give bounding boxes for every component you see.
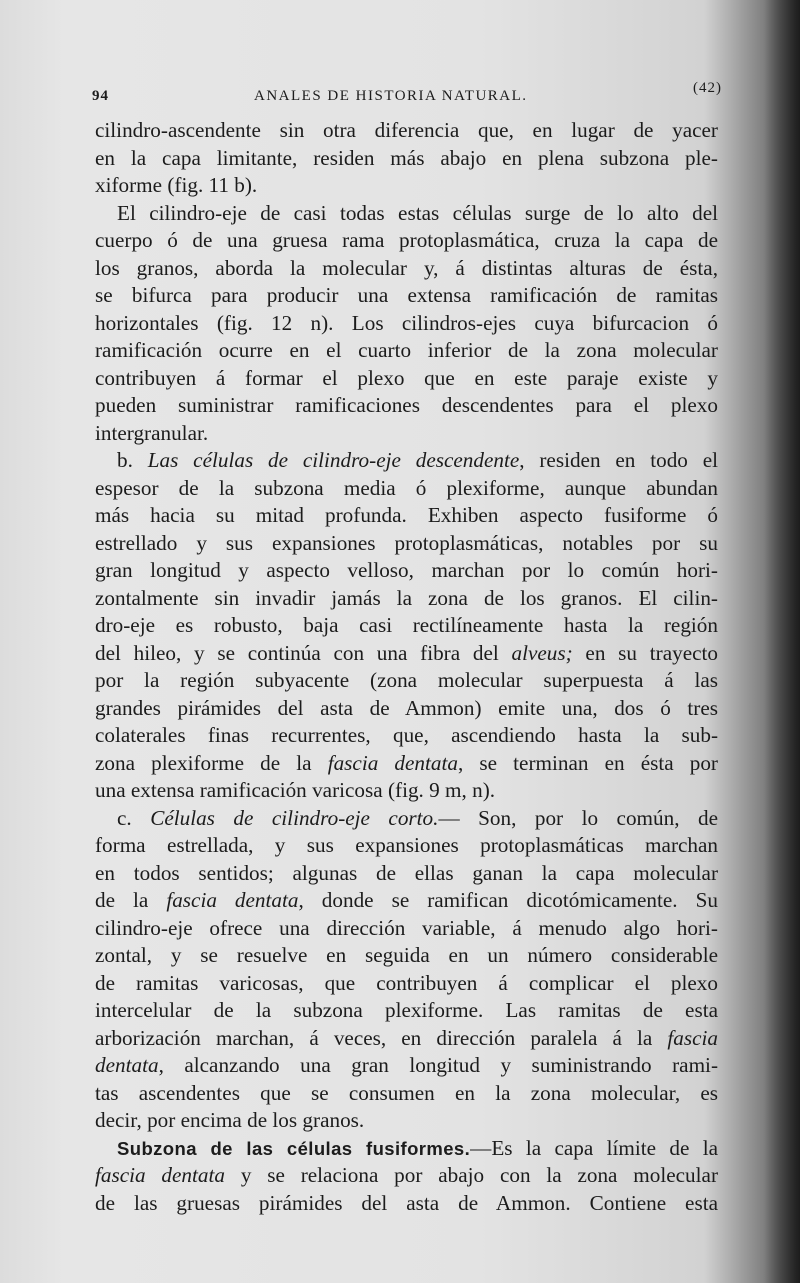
text-line: espesor de la subzona media ó plexiforme, aunque abundan <box>95 475 718 500</box>
text-line: forma estrellada, y sus expansiones protoplasmáticas marchan <box>95 833 718 857</box>
text-line: horizontales (fig. 12 n). Los cilindros-ejes cuya bifurcacion ó <box>95 310 718 335</box>
italic-term: fascia dentata <box>166 888 299 912</box>
italic-term: alveus; <box>511 640 573 665</box>
text-line: más hacia su mitad profunda. Exhiben aspecto fusiforme ó <box>95 503 718 527</box>
text-line: gran longitud y aspecto velloso, marchan por lo común hori- <box>95 558 718 582</box>
text-line: xiforme (fig. 11 b). <box>95 173 258 197</box>
text-line: intercelular de la subzona plexiforme. Las ramitas de esta <box>95 998 718 1022</box>
text-line: en la capa limitante, residen más abajo en plena subzona ple- <box>95 145 718 170</box>
text-line: ramificación ocurre en el cuarto inferior de la zona molecular <box>95 338 718 362</box>
text-line: estrellado y sus expansiones protoplasmáticas, notables por su <box>95 530 718 555</box>
body-text <box>95 117 718 1217</box>
text-line: zontalmente sin invadir jamás la zona de los granos. El cilin- <box>95 585 718 610</box>
text-line <box>95 1052 718 1080</box>
paragraph-start-line <box>95 447 718 475</box>
section-start-line <box>95 1135 718 1163</box>
list-marker: c. <box>117 805 151 830</box>
text-run: , se terminan en ésta por <box>457 750 718 775</box>
book-spine-shadow <box>764 0 800 1283</box>
text-line: colaterales finas recurrentes, que, ascendiendo hasta la sub- <box>95 723 718 747</box>
text-line: de las gruesas pirámides del asta de Ammon. Contiene esta <box>95 1190 718 1215</box>
paragraph-start-line: El cilindro-eje de casi todas estas células surge de lo alto del <box>117 200 718 225</box>
text-line <box>95 1162 718 1190</box>
page-reference: (42) <box>693 80 722 96</box>
text-line <box>95 640 718 668</box>
text-line <box>95 1025 718 1053</box>
text-line: pueden suministrar ramificaciones descendentes para el plexo <box>95 393 718 417</box>
text-line: cilindro-eje ofrece una dirección variable, á menudo algo hori- <box>95 915 718 940</box>
italic-term: fascia dentata <box>327 750 458 775</box>
text-line: por la región subyacente (zona molecular superpuesta á las <box>95 668 718 692</box>
text-run: de la <box>95 888 167 912</box>
italic-term: dentata <box>95 1053 159 1077</box>
text-run: arborización marchan, á veces, en dirección paralela á la <box>95 1025 668 1050</box>
italic-term: fascia dentata <box>95 1163 225 1187</box>
text-line: decir, por encima de los granos. <box>95 1108 365 1132</box>
text-run: en su trayecto <box>572 640 718 665</box>
text-line: contribuyen á formar el plexo que en este paraje existe y <box>95 365 718 390</box>
text-run: —Es la capa límite de la <box>470 1135 718 1160</box>
italic-term: fascia <box>667 1025 718 1050</box>
text-line: de ramitas varicosas, que contribuyen á complicar el plexo <box>95 970 718 995</box>
text-run: del hileo, y se continúa con una fibra del <box>95 640 512 665</box>
text-run: y se relaciona por abajo con la zona molecular <box>225 1163 718 1187</box>
paragraph-start-line <box>95 805 718 833</box>
text-line: una extensa ramificación varicosa (fig. 9 m, n). <box>95 778 496 802</box>
text-line: grandes pirámides del asta de Ammon) emite una, dos ó tres <box>95 695 718 720</box>
page-number: 94 <box>92 88 109 104</box>
italic-term: Células de cilindro-eje corto. <box>150 805 439 830</box>
text-line: los granos, aborda la molecular y, á distintas alturas de ésta, <box>95 255 718 280</box>
text-run: zona plexiforme de la <box>95 750 328 775</box>
text-run: , residen en todo el <box>519 448 718 472</box>
running-header <box>92 80 722 110</box>
text-line: zontal, y se resuelve en seguida en un número considerable <box>95 943 718 967</box>
italic-term: Las células de cilindro-eje descendente <box>147 448 520 472</box>
text-run: , donde se ramifican dicotómicamente. Su <box>298 888 718 912</box>
text-line: en todos sentidos; algunas de ellas ganan la capa molecular <box>95 860 718 885</box>
text-line: cuerpo ó de una gruesa rama protoplasmática, cruza la capa de <box>95 228 718 252</box>
text-line <box>95 887 718 915</box>
list-marker: b. <box>117 448 148 472</box>
text-run: , alcanzando una gran longitud y suministrando rami- <box>158 1053 718 1077</box>
text-line: intergranular. <box>95 420 209 445</box>
text-line: se bifurca para producir una extensa ramificación de ramitas <box>95 283 718 307</box>
text-run: — Son, por lo común, de <box>438 805 718 830</box>
text-line: tas ascendentes que se consumen en la zona molecular, es <box>95 1080 718 1105</box>
text-line: cilindro-ascendente sin otra diferencia que, en lugar de yacer <box>95 118 718 142</box>
text-line <box>95 750 718 778</box>
running-title: ANALES DE HISTORIA NATURAL. <box>254 88 528 104</box>
section-heading: Subzona de las células fusiformes. <box>117 1137 471 1159</box>
text-line: dro-eje es robusto, baja casi rectilíneamente hasta la región <box>95 613 718 637</box>
